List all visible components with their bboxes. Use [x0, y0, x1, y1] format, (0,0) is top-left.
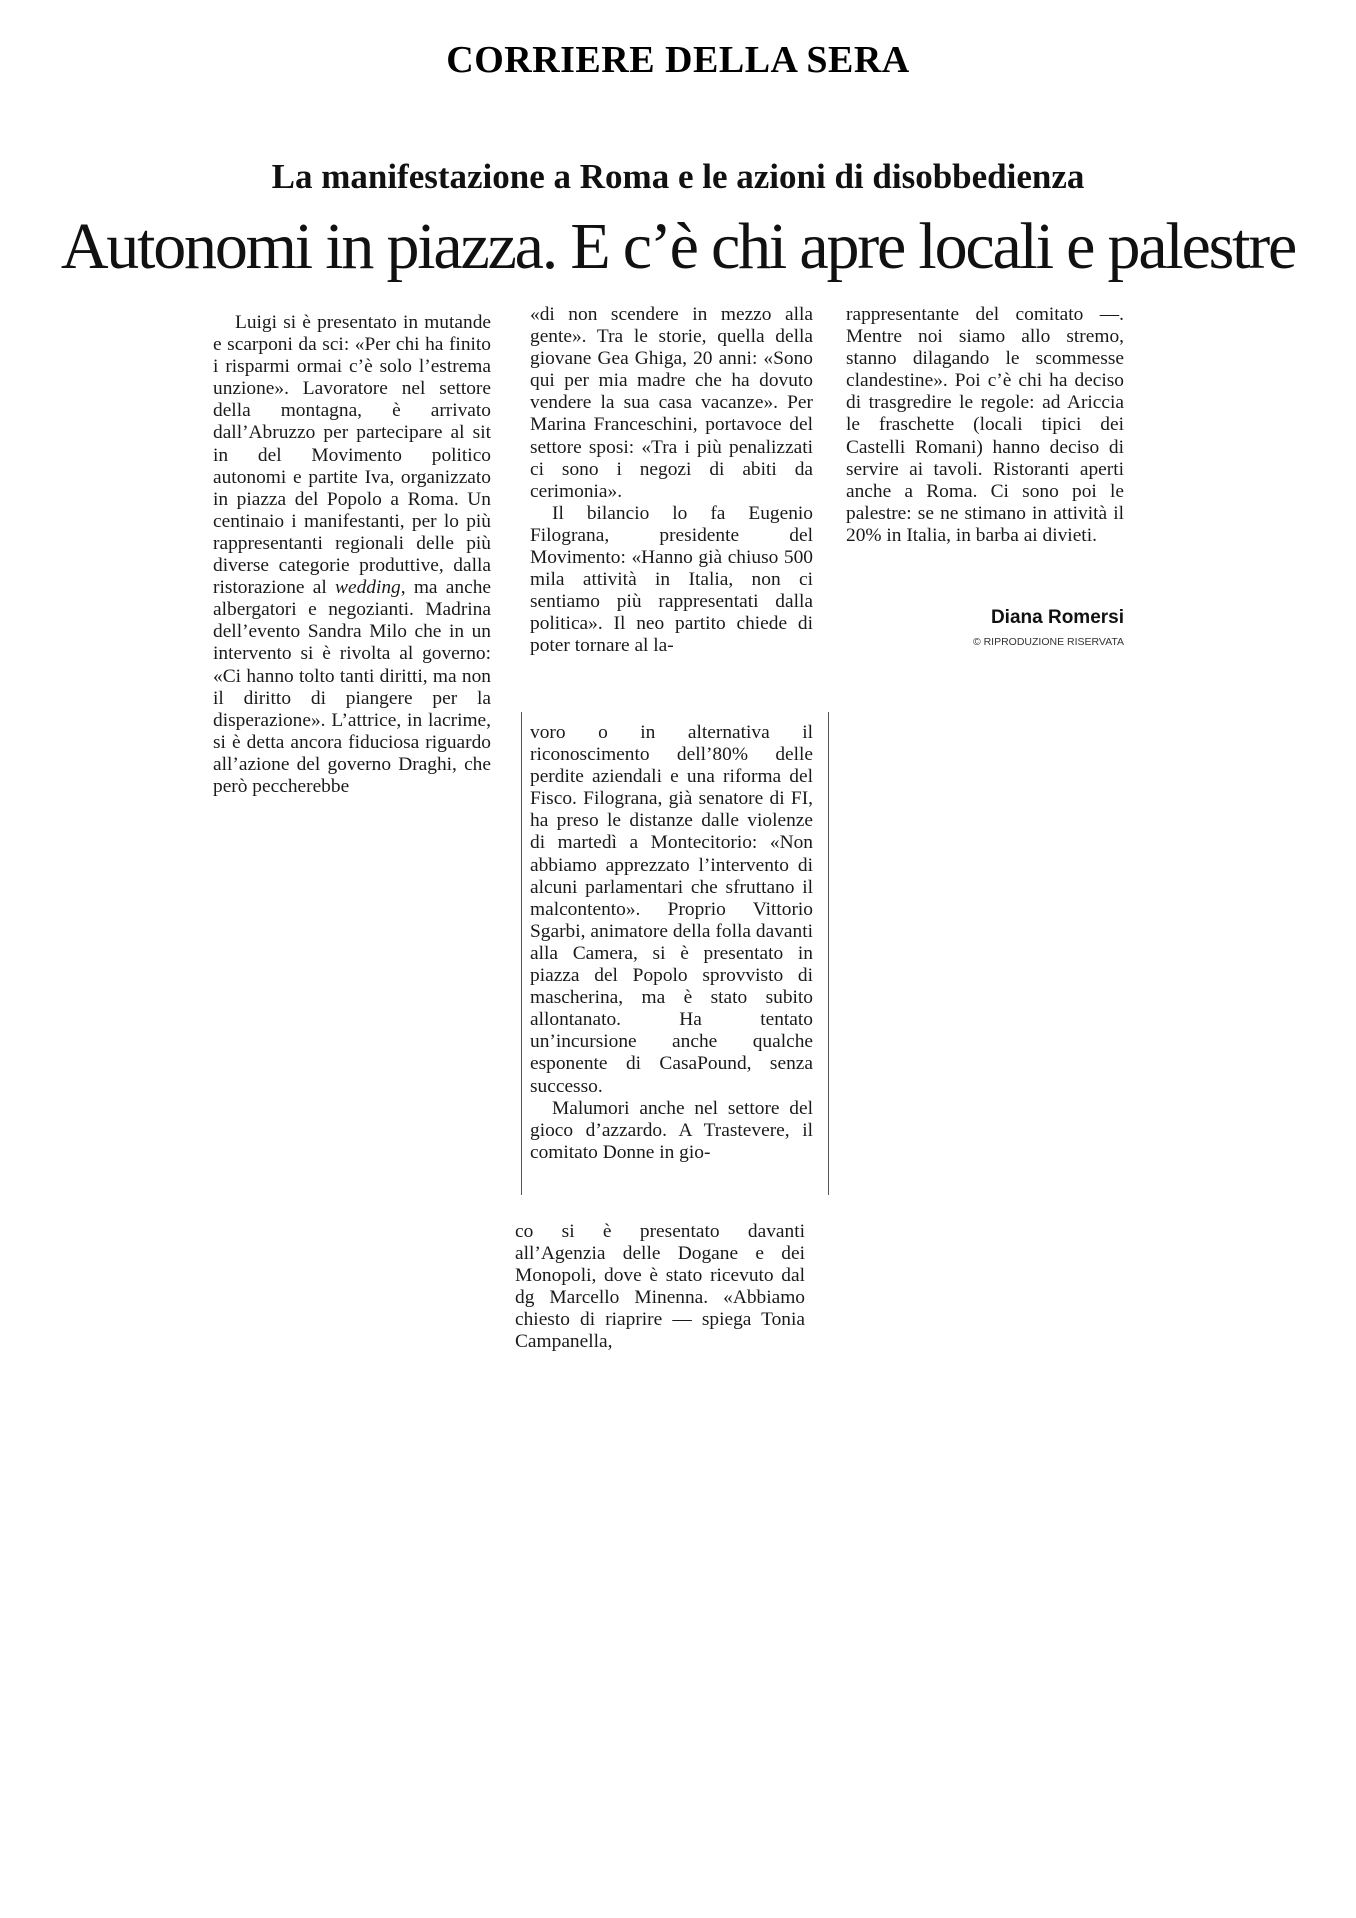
column-2-top-paragraph: «di non scendere in mezzo alla gente». Tra le storie, quella della giovane Gea Ghiga, 20 anni: «Sono qui per mia madre che ha dovuto vendere la sua casa vacanze». Per Marina Franceschini, portavoce del settore sposi: «Tra i più penalizzati ci sono i negozi di abiti da cerimonia». [530, 304, 813, 502]
column-divider-right [828, 712, 829, 1195]
column-2-bottom-paragraph: co si è presentato davanti all’Agenzia delle Dogane e dei Monopoli, dove è stato ricevuto dal dg Marcello Minenna. «Abbiamo chiesto di riaprire — spiega Tonia Campanella, [515, 1221, 805, 1353]
copyright-notice: © RIPRODUZIONE RISERVATA [972, 636, 1124, 648]
column-2-middle-paragraph: voro o in alternativa il riconoscimento dell’80% delle perdite aziendali e una riforma del Fisco. Filograna, già senatore di FI, ha preso le distanze dalle violenze di martedì a Montecitorio: «Non abbiamo apprezzato l’intervento di alcuni parlamentari che sfruttano il malcontento». Proprio Vittorio Sgarbi, animatore della folla davanti alla Camera, si è presentato in piazza del Popolo sprovvisto di mascherina, ma è stato subito allontanato. Ha tentato un’incursione anche qualche esponente di CasaPound, senza successo. [530, 722, 813, 1097]
column-divider-left [521, 712, 522, 1195]
article-column-2-top [530, 304, 813, 658]
article-column-2-middle [530, 722, 813, 1164]
newspaper-masthead: CORRIERE DELLA SERA [446, 39, 910, 81]
column-1-italic-word: wedding [335, 577, 401, 599]
column-2-middle-paragraph-2: Malumori anche nel settore del gioco d’azzardo. A Trastevere, il comitato Donne in gio- [530, 1097, 813, 1163]
column-1-text-a: Luigi si è presentato in mutande e scarponi da sci: «Per chi ha finito i risparmi ormai c’è solo l’estrema unzione». Lavoratore nel settore della montagna, è arrivato dall’Abruzzo per partecipare al sit in del Movimento politico autonomi e partite Iva, organizzato in piazza del Popolo a Roma. Un centinaio i manifestanti, per lo più rappresentanti regionali delle più diverse categorie produttive, dalla ristorazione al [213, 312, 491, 599]
article-kicker: La manifestazione a Roma e le azioni di disobbedienza [271, 157, 1085, 196]
article-column-2-bottom [515, 1221, 805, 1354]
author-byline: Diana Romersi [990, 607, 1124, 628]
column-1-text-b: , ma anche albergatori e negozianti. Madrina dell’evento Sandra Milo che in un intervento si è rivolta al governo: «Ci hanno tolto tanti diritti, ma non il diritto di piangere per la disperazione». L’attrice, in lacrime, si è detta ancora fiduciosa riguardo all’azione del governo Draghi, che però peccherebbe [213, 577, 491, 797]
article-column-1 [213, 312, 491, 798]
column-3-paragraph: rappresentante del comitato —. Mentre noi siamo allo stremo, stanno dilagando le scommesse clandestine». Poi c’è chi ha deciso di trasgredire le regole: ad Ariccia le fraschette (locali tipici dei Castelli Romani) hanno deciso di servire ai tavoli. Ristoranti aperti anche a Roma. Ci sono poi le palestre: se ne stimano in attività il 20% in Italia, in barba ai divieti. [846, 304, 1124, 546]
article-headline: Autonomi in piazza. E c’è chi apre locali e palestre [60, 210, 1296, 283]
column-1-paragraph [213, 312, 491, 798]
article-column-3 [846, 304, 1124, 547]
column-2-top-paragraph-2: Il bilancio lo fa Eugenio Filograna, presidente del Movimento: «Hanno già chiuso 500 mila attività in Italia, non ci sentiamo più rappresentati dalla politica». Il neo partito chiede di poter tornare al la- [530, 502, 813, 657]
